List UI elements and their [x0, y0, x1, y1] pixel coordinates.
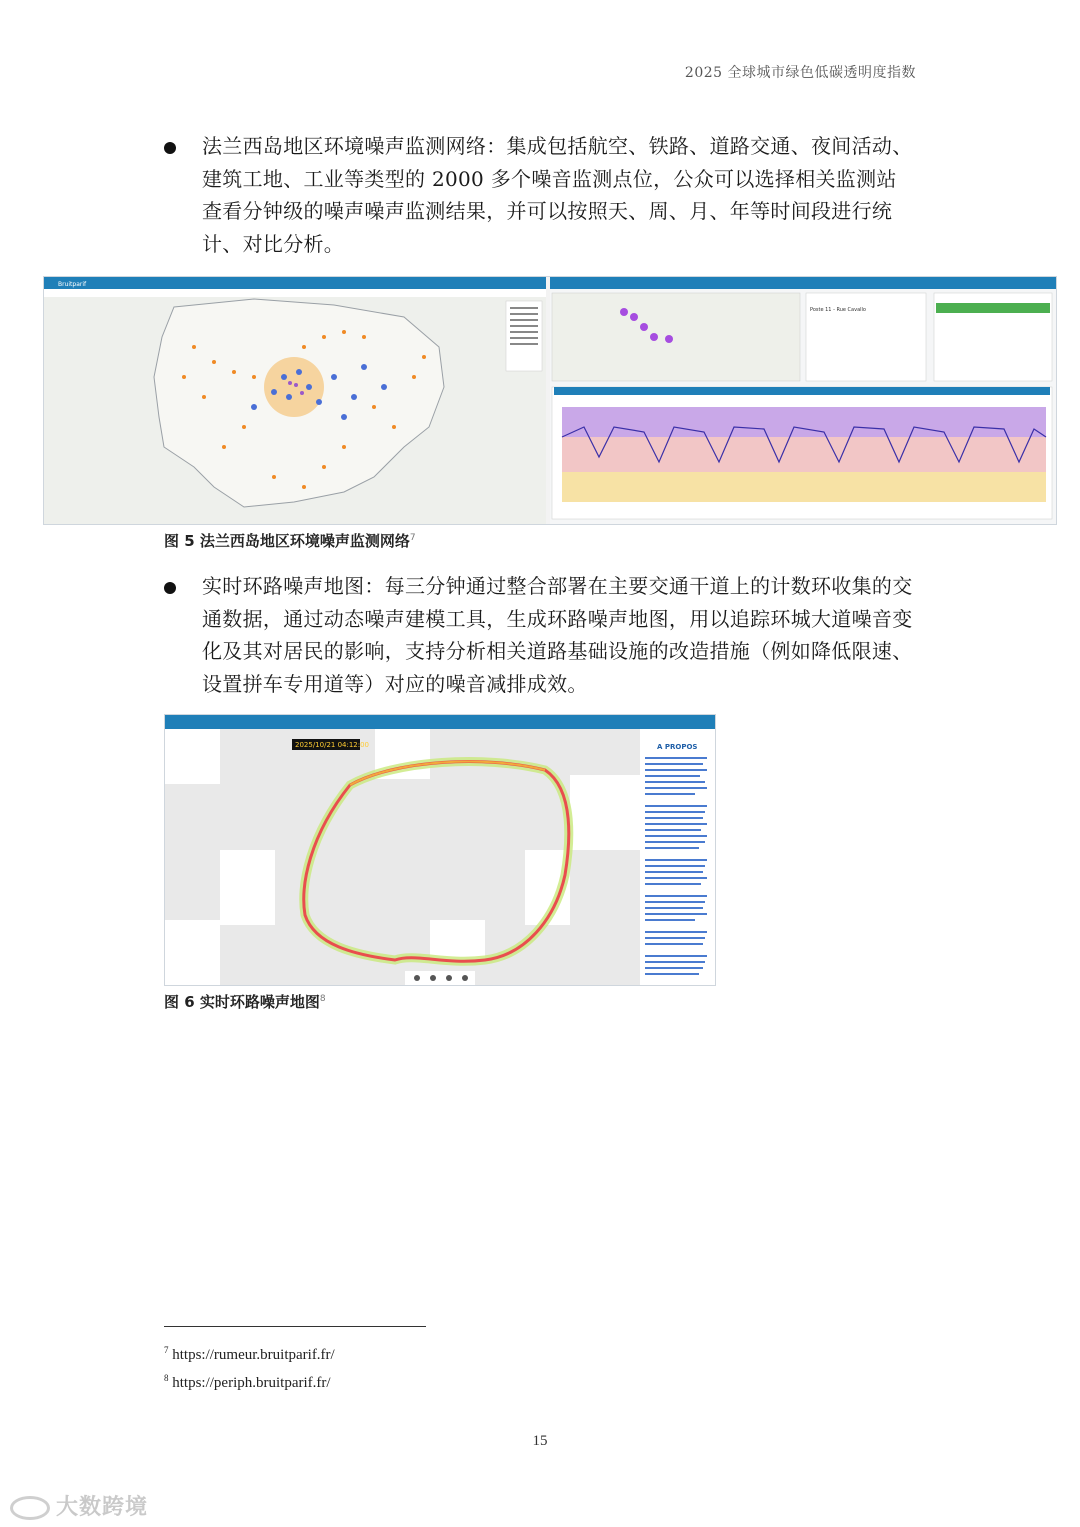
figure-6-caption: 图 6 实时环路噪声地图$^8$: [164, 993, 326, 1011]
figure-5-screenshot: [43, 276, 1057, 525]
bullet-text: 实时环路噪声地图：每三分钟通过整合部署在主要交通干道上的计数环收集的交通数据，通过动态噪声建模工具，生成环路噪声地图，用以追踪环城大道噪音变化及其对居民的影响，支持分析相关道路基础设施的改造措施（例如降低限速、设置拼车专用道等）对应的噪音减排成效。: [202, 574, 913, 696]
panel-title: Poste 11 - Rue Cavallo: [810, 307, 866, 313]
app-name-left: Bruitparif: [58, 281, 87, 288]
footnote-link[interactable]: https://periph.bruitparif.fr/: [172, 1375, 331, 1391]
figure-6-screenshot: [164, 714, 716, 986]
about-title: A PROPOS: [657, 743, 698, 751]
footnote-8: $^8$ https://periph.bruitparif.fr/: [164, 1373, 331, 1391]
footnote-7: $^7$ https://rumeur.bruitparif.fr/: [164, 1345, 335, 1363]
bullet-item-noise-network: [164, 130, 916, 260]
page-number: 15: [532, 1433, 548, 1449]
timestamp-badge: 2025/10/21 04:12:00: [295, 741, 370, 749]
figure-5-caption: 图 5 法兰西岛地区环境噪声监测网络$^7$: [164, 532, 416, 550]
watermark: 大数跨境: [10, 1490, 148, 1521]
footnote-separator: [164, 1326, 426, 1327]
bullet-dot: [164, 142, 176, 154]
running-header: 2025 全球城市绿色低碳透明度指数: [684, 65, 916, 81]
footnote-link[interactable]: https://rumeur.bruitparif.fr/: [172, 1347, 335, 1363]
bullet-text: 法兰西岛地区环境噪声监测网络：集成包括航空、铁路、道路交通、夜间活动、建筑工地、工业等类型的 2000 多个噪音监测点位，公众可以选择相关监测站查看分钟级的噪声噪声监测结果，并可以按照天、周、月、年等时间段进行统计、对比分析。: [202, 134, 913, 256]
bullet-item-ring-road-map: [164, 570, 916, 700]
watermark-logo-icon: [10, 1496, 50, 1520]
bullet-dot: [164, 582, 176, 594]
